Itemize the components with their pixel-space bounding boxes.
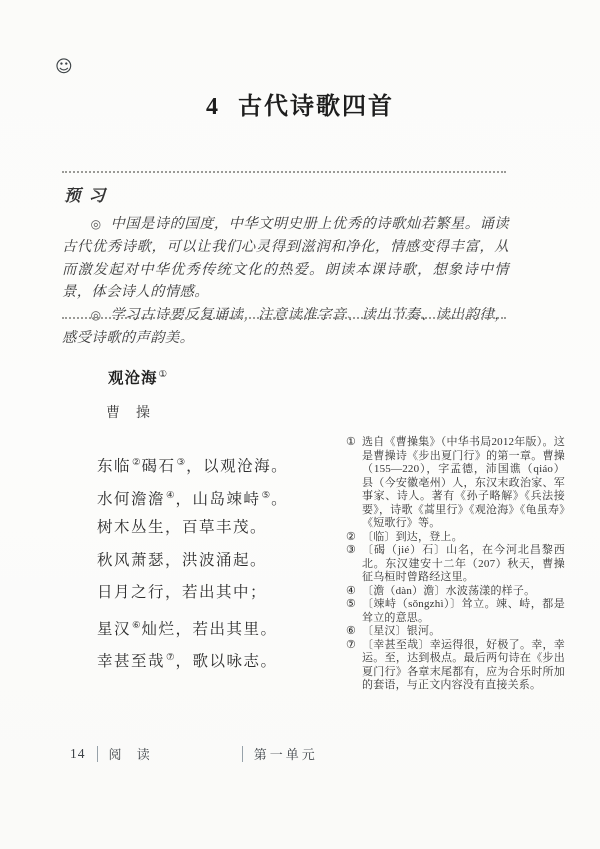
preview-paragraphs	[62, 213, 509, 350]
bullet-icon: ◎	[90, 308, 102, 323]
preview-heading: 预 习	[64, 186, 108, 205]
poem-text: 东临	[97, 458, 132, 475]
note-ref: ③	[176, 458, 186, 468]
annotation-number: ⑥	[346, 625, 356, 637]
dotted-divider-top	[62, 171, 506, 173]
note-ref: ⑦	[166, 653, 175, 663]
preview-text: 中国是诗的国度，中华文明史册上优秀的诗歌灿若繁星。诵读古代优秀诗歌，可以让我们心灵得到滋润和净化，情感变得丰富，从而激发起对中华优秀传统文化的热爱。朗读本课诗歌，想象诗中情景，体会诗人的情感。	[62, 216, 509, 301]
note-ref: ⑤	[261, 490, 271, 501]
poem-author: 曹 操	[106, 406, 151, 421]
poem-text: 碣石	[141, 458, 176, 475]
poem-title-text: 观沧海	[108, 370, 158, 387]
preview-paragraph	[62, 213, 509, 304]
annotation-text: 〔星汉〕银河。	[362, 625, 441, 637]
poem-text: 日月之行，若出其中；	[97, 584, 268, 601]
lesson-number: 4	[206, 94, 218, 120]
annotation-number: ⑤	[346, 598, 356, 610]
poem-text: 水何澹澹	[97, 490, 166, 508]
annotation-text: 选自《曹操集》（中华书局2012年版）。这是曹操诗《步出夏门行》的第一章。曹操（155—220），字孟德，沛国谯（qiáo）县（今安徽亳州）人，东汉末政治家、军事家、诗人。著有《孙子略解》《兵法接要》，诗歌《蒿里行》《观沧海》《龟虽寿》《短歌行》等。	[362, 436, 565, 529]
poem-line	[97, 545, 288, 578]
lesson-title	[0, 86, 600, 121]
poem-text: 。	[271, 490, 289, 508]
note-ref: ⑥	[132, 620, 141, 631]
annotation-number: ①	[346, 436, 356, 448]
annotation-item	[346, 544, 565, 585]
annotation-item	[346, 436, 565, 531]
annotation-number: ②	[346, 530, 356, 543]
page-footer	[70, 744, 318, 763]
face-icon: ☺	[55, 57, 73, 77]
note-ref: ④	[166, 490, 175, 501]
poem-line	[97, 512, 288, 545]
footer-divider	[242, 746, 243, 762]
poem-text: ，山岛竦峙	[175, 490, 261, 508]
annotations-column	[346, 436, 565, 693]
page-number: 14	[70, 745, 86, 761]
section-label: 阅 读	[108, 747, 156, 762]
poem-title	[108, 366, 168, 388]
annotation-text: 〔临〕到达，登上。	[362, 530, 463, 543]
poem-text: 树木丛生，百草丰茂。	[97, 519, 268, 536]
annotation-text: 〔碣（jié）石〕山名，在今河北昌黎西北。东汉建安十二年（207）秋天，曹操征乌桓时曾路经这里。	[362, 544, 565, 583]
annotation-number: ⑦	[346, 638, 356, 651]
lesson-title-text: 古代诗歌四首	[238, 94, 394, 120]
poem-line	[97, 610, 288, 643]
bullet-icon: ◎	[90, 217, 102, 231]
preview-section	[62, 182, 509, 350]
dotted-divider-bottom	[62, 317, 506, 319]
note-ref-1: ①	[158, 369, 169, 380]
poem-line	[97, 480, 288, 513]
poem-line	[97, 577, 288, 610]
annotation-item	[346, 598, 565, 625]
poem-line	[97, 642, 288, 675]
preview-paragraph	[62, 304, 509, 350]
annotation-item	[346, 585, 565, 599]
annotation-item	[346, 531, 565, 545]
poem-text: 秋风萧瑟，洪波涌起。	[97, 551, 268, 569]
annotation-text: 〔澹（dàn）澹〕水波荡漾的样子。	[362, 584, 536, 597]
poem-body	[97, 447, 288, 675]
footer-divider	[97, 746, 98, 762]
preview-text: 学习古诗要反复诵读，注意读准字音、读出节奏、读出韵律，感受诗歌的声韵美。	[62, 307, 509, 346]
poem-text: ，歌以咏志。	[175, 653, 278, 670]
poem-text: 幸甚至哉	[97, 653, 166, 670]
poem-text: ，以观沧海。	[186, 458, 289, 475]
poem-text: 灿烂，若出其里。	[141, 620, 278, 638]
annotation-text: 〔竦峙（sǒngzhì）〕耸立。竦、峙，都是耸立的意思。	[362, 598, 565, 624]
annotation-item	[346, 639, 565, 693]
poem-text: 星汉	[97, 620, 132, 638]
annotation-text: 〔幸甚至哉〕幸运得很，好极了。幸，幸运。至，达到极点。最后两句诗在《步出夏门行》各章末尾都有，应为合乐时所加的套语，与正文内容没有直接关系。	[362, 638, 565, 691]
poem-line	[97, 447, 288, 480]
annotation-item	[346, 625, 565, 639]
unit-label: 第一单元	[253, 747, 318, 762]
annotation-number: ④	[346, 584, 356, 597]
annotation-number: ③	[346, 544, 356, 556]
note-ref: ②	[132, 458, 141, 468]
